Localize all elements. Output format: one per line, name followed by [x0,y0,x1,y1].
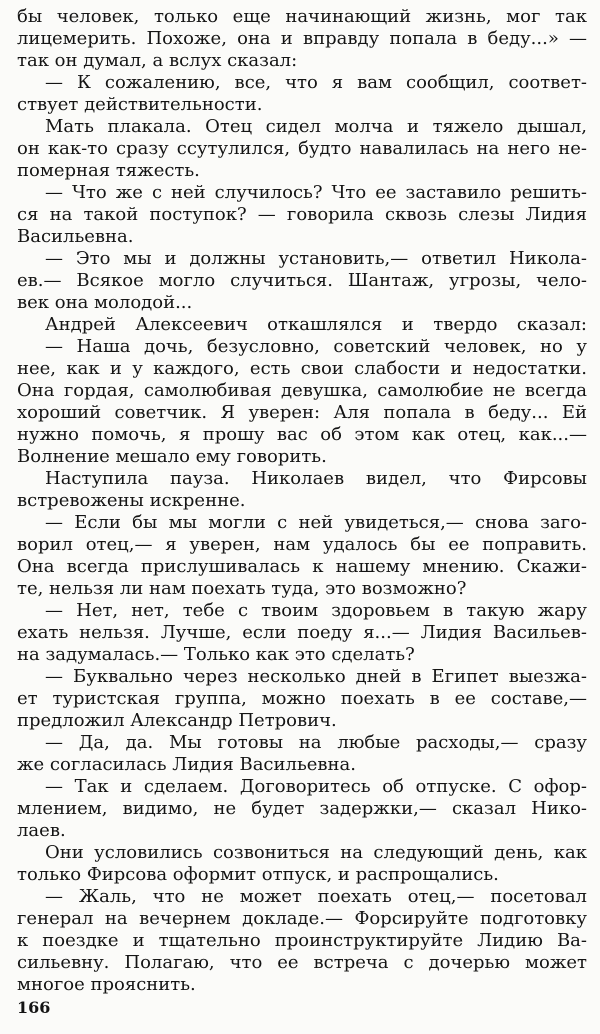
text-line: — Наша дочь, безусловно, советский человек, но у [45,336,587,357]
text-line: нее, как и у каждого, есть свои слабости и недостатки. [17,358,587,379]
body-text [17,6,587,996]
text-line: — Что же с ней случилось? Что ее заставило решить- [45,182,587,203]
text-line: на задумалась.— Только как это сделать? [17,644,415,665]
text-line: только Фирсова оформит отпуск, и распрощались. [17,864,499,885]
text-line: Наступила пауза. Николаев видел, что Фирсовы [45,468,587,489]
text-line: Они условились созвониться на следующий день, как [45,842,587,863]
text-line: же согласилась Лидия Васильевна. [17,754,356,775]
text-line: бы человек, только еще начинающий жизнь, мог так [17,6,587,27]
text-line: те, нельзя ли нам поехать туда, это возможно? [17,578,467,599]
text-line: лицемерить. Похоже, она и вправду попала в беду...» — [17,28,587,49]
text-line: — К сожалению, все, что я вам сообщил, соответ- [45,72,587,93]
text-line: — Нет, нет, тебе с твоим здоровьем в такую жару [45,600,587,621]
text-line: млением, видимо, не будет задержки,— сказал Нико- [17,798,587,819]
text-line: многое прояснить. [17,974,196,995]
page-number: 166 [17,998,51,1017]
text-line: ехать нельзя. Лучше, если поеду я...— Лидия Васильев- [17,622,587,643]
text-line: к поездке и тщательно проинструктируйте Лидию Ва- [17,930,587,951]
text-line: сильевну. Полагаю, что ее встреча с дочерью может [17,952,587,973]
text-line: ся на такой поступок? — говорила сквозь слезы Лидия [17,204,587,225]
text-line: Васильевна. [17,226,134,247]
text-line: так он думал, а вслух сказал: [17,50,298,71]
text-line: Мать плакала. Отец сидел молча и тяжело дышал, [45,116,587,137]
text-line: Она всегда прислушивалась к нашему мнению. Скажи- [17,556,587,577]
text-line: он как-то сразу ссутулился, будто навалилась на него не- [17,138,587,159]
text-line: ворил отец,— я уверен, нам удалось бы ее поправить. [17,534,587,555]
text-line: лаев. [17,820,66,841]
text-line: ет туристская группа, можно поехать в ее составе,— [17,688,587,709]
text-line: — Жаль, что не может поехать отец,— посетовал [45,886,587,907]
text-line: Она гордая, самолюбивая девушка, самолюбие не всегда [17,380,587,401]
text-line: век она молодой... [17,292,193,313]
text-line: предложил Александр Петрович. [17,710,337,731]
text-line: — Так и сделаем. Договоритесь об отпуске. С офор- [45,776,587,797]
text-line: генерал на вечернем докладе.— Форсируйте подготовку [17,908,587,929]
text-line: Андрей Алексеевич откашлялся и твердо сказал: [45,314,587,335]
text-line: — Да, да. Мы готовы на любые расходы,— сразу [45,732,587,753]
text-line: ев.— Всякое могло случиться. Шантаж, угрозы, чело- [17,270,587,291]
text-line: — Буквально через несколько дней в Египет выезжа- [45,666,587,687]
text-line: Волнение мешало ему говорить. [17,446,327,467]
text-line: хороший советчик. Я уверен: Аля попала в беду... Ей [17,402,587,423]
text-line: нужно помочь, я прошу вас об этом как отец, как...— [17,424,587,445]
text-line: — Это мы и должны установить,— ответил Никола- [45,248,587,269]
text-line: померная тяжесть. [17,160,200,181]
text-line: — Если бы мы могли с ней увидеться,— снова заго- [45,512,587,533]
text-line: ствует действительности. [17,94,263,115]
text-line: встревожены искренне. [17,490,246,511]
